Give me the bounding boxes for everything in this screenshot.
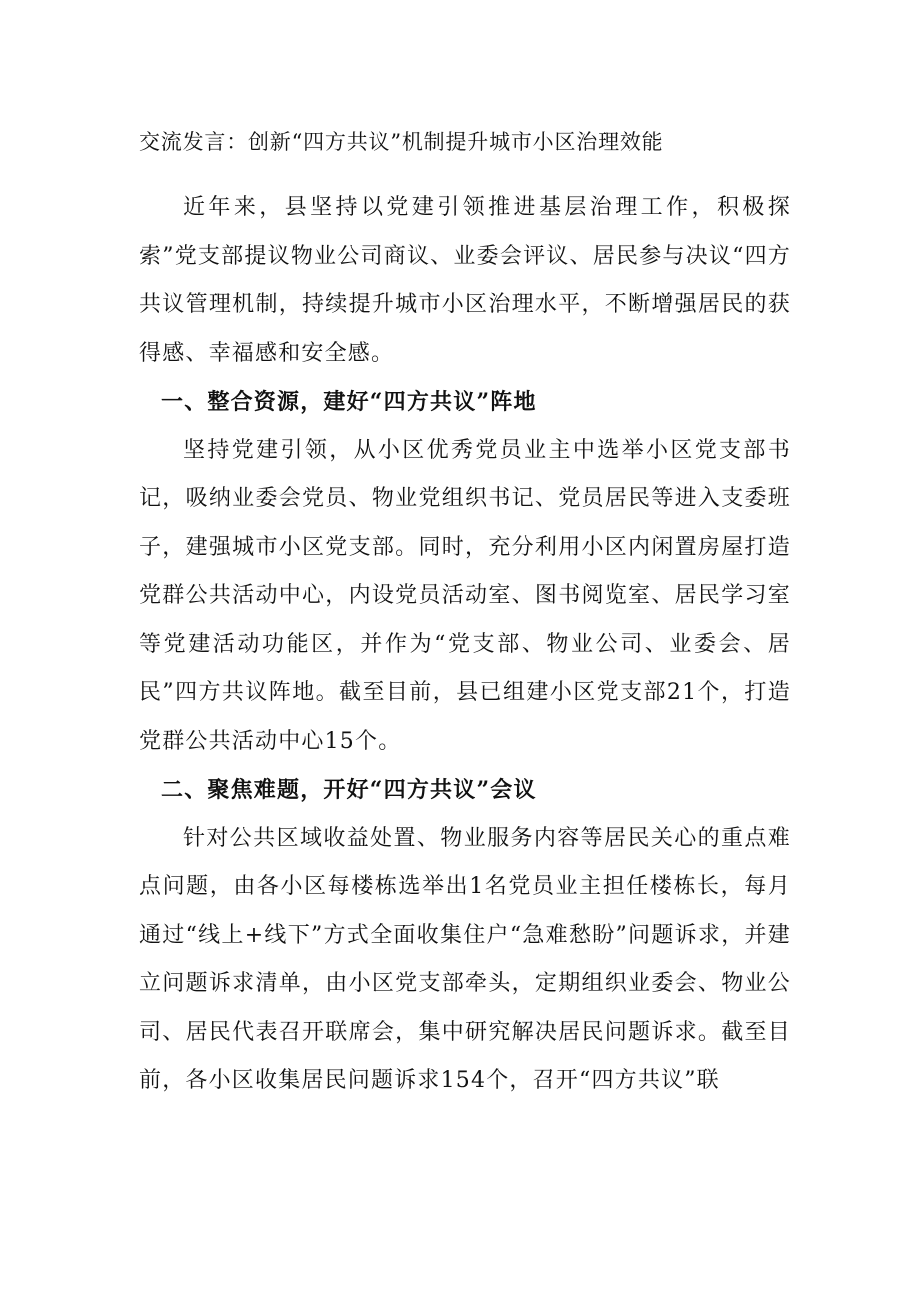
section-1-heading: 一、整合资源，建好“四方共议”阵地	[161, 389, 537, 415]
intro-paragraph: 近年来，县坚持以党建引领推进基层治理工作，积极探索”党支部提议物业公司商议、业委会评议、居民参与决议“四方共议管理机制，持续提升城市小区治理水平，不断增强居民的获得感、幸福感和安全感。	[139, 195, 791, 366]
section-2-paragraph: 针对公共区域收益处置、物业服务内容等居民关心的重点难点问题，由各小区每楼栋选举出1名党员业主担任楼栋长，每月通过“线上+线下”方式全面收集住户“急难愁盼”问题诉求，并建立问题诉求清单，由小区党支部牵头，定期组织业委会、物业公司、居民代表召开联席会，集中研究解决居民问题诉求。截至目前，各小区收集居民问题诉求154个，召开“四方共议”联	[139, 825, 791, 1093]
section-2-heading: 二、聚焦难题，开好“四方共议”会议	[161, 777, 537, 803]
document-title: 交流发言：创新“四方共议”机制提升城市小区治理效能	[139, 130, 664, 154]
document-body	[139, 122, 791, 1106]
section-1-paragraph: 坚持党建引领，从小区优秀党员业主中选举小区党支部书记，吸纳业委会党员、物业党组织书记、党员居民等进入支委班子，建强城市小区党支部。同时，充分利用小区内闲置房屋打造党群公共活动中心，内设党员活动室、图书阅览室、居民学习室等党建活动功能区，并作为“党支部、物业公司、业委会、居民”四方共议阵地。截至目前，县已组建小区党支部21个，打造党群公共活动中心15个。	[139, 437, 791, 754]
